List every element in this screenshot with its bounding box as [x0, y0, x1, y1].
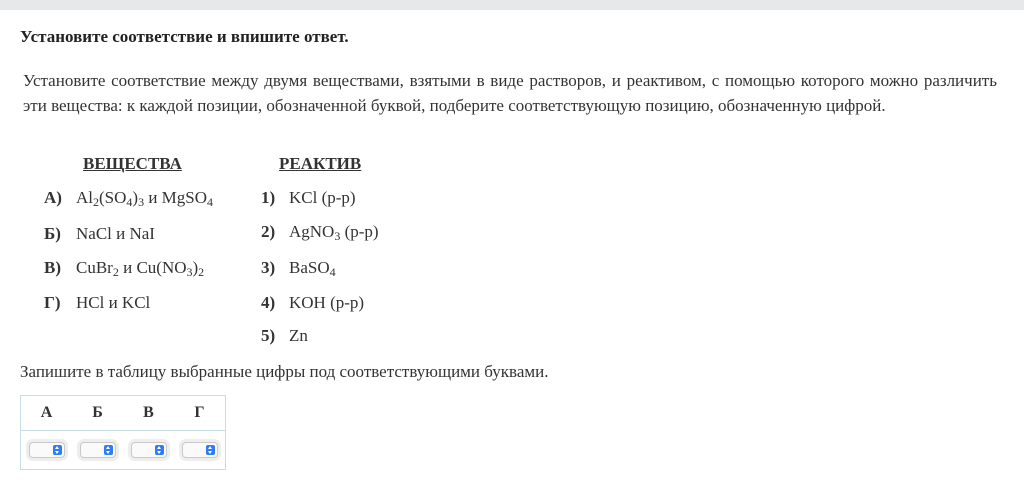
substance-row-v: [44, 258, 204, 278]
substance-row-a: [44, 188, 213, 208]
answer-column-g: Г: [174, 396, 226, 431]
reagent-text: KOH (р-р): [289, 293, 365, 312]
substance-key: В): [44, 258, 61, 277]
reagents-header: РЕАКТИВ: [279, 154, 362, 173]
substance-key: А): [44, 188, 62, 207]
reagent-row-4: [261, 293, 364, 313]
select-arrows-icon: [104, 445, 113, 455]
substance-key: Б): [44, 224, 61, 243]
reagent-row-1: [261, 188, 356, 208]
reagent-key: 2): [261, 222, 276, 241]
substance-row-g: [44, 293, 150, 313]
reagent-text: KCl (р-р): [289, 188, 356, 207]
reagent-text: Zn: [289, 326, 308, 345]
answer-cell-b: [72, 431, 123, 470]
answer-select-g[interactable]: [182, 442, 218, 458]
answer-cell-v: [123, 431, 174, 470]
answer-cell-a: [21, 431, 73, 470]
answer-column-a: А: [21, 396, 73, 431]
select-arrows-icon: [155, 445, 164, 455]
top-bar: [0, 0, 1024, 10]
reagent-key: 4): [261, 293, 276, 312]
reagent-text: AgNO$_3$ (р-р): [289, 222, 379, 243]
task-heading: Установите соответствие и впишите ответ.: [20, 27, 349, 46]
reagent-text: BaSO$_4$: [289, 258, 336, 279]
substance-text: $Al_2(SO_4)_3$ и MgSO$_4$: [76, 188, 214, 209]
substances-header: ВЕЩЕСТВА: [83, 154, 182, 173]
substance-text: CuBr$_2$ и $Cu(NO_3)_2$: [76, 258, 205, 279]
answer-select-b[interactable]: [80, 442, 116, 458]
reagent-row-5: [261, 326, 308, 346]
reagent-key: 5): [261, 326, 276, 345]
substance-text: HCl и KCl: [76, 293, 151, 312]
substance-text: NaCl и NaI: [76, 224, 155, 243]
select-arrows-icon: [206, 445, 215, 455]
answer-table: [20, 395, 226, 470]
task-intro: Установите соответствие между двумя веществами, взятыми в виде растворов, и реактивом, с помощью которого можно различить эти вещества: к каждой позиции, обозначенной буквой, подберите соответствующую позицию, обозначенную цифрой.: [23, 71, 997, 115]
answer-select-v[interactable]: [131, 442, 167, 458]
answer-column-b: Б: [72, 396, 123, 431]
answer-column-v: В: [123, 396, 174, 431]
substance-row-b: [44, 224, 155, 244]
reagent-row-2: [261, 222, 379, 242]
reagent-key: 3): [261, 258, 276, 277]
answer-cell-g: [174, 431, 226, 470]
reagent-key: 1): [261, 188, 276, 207]
select-arrows-icon: [53, 445, 62, 455]
answer-instruction: Запишите в таблицу выбранные цифры под соответствующими буквами.: [20, 362, 549, 381]
reagent-row-3: [261, 258, 336, 278]
substance-key: Г): [44, 293, 61, 312]
answer-select-a[interactable]: [29, 442, 65, 458]
